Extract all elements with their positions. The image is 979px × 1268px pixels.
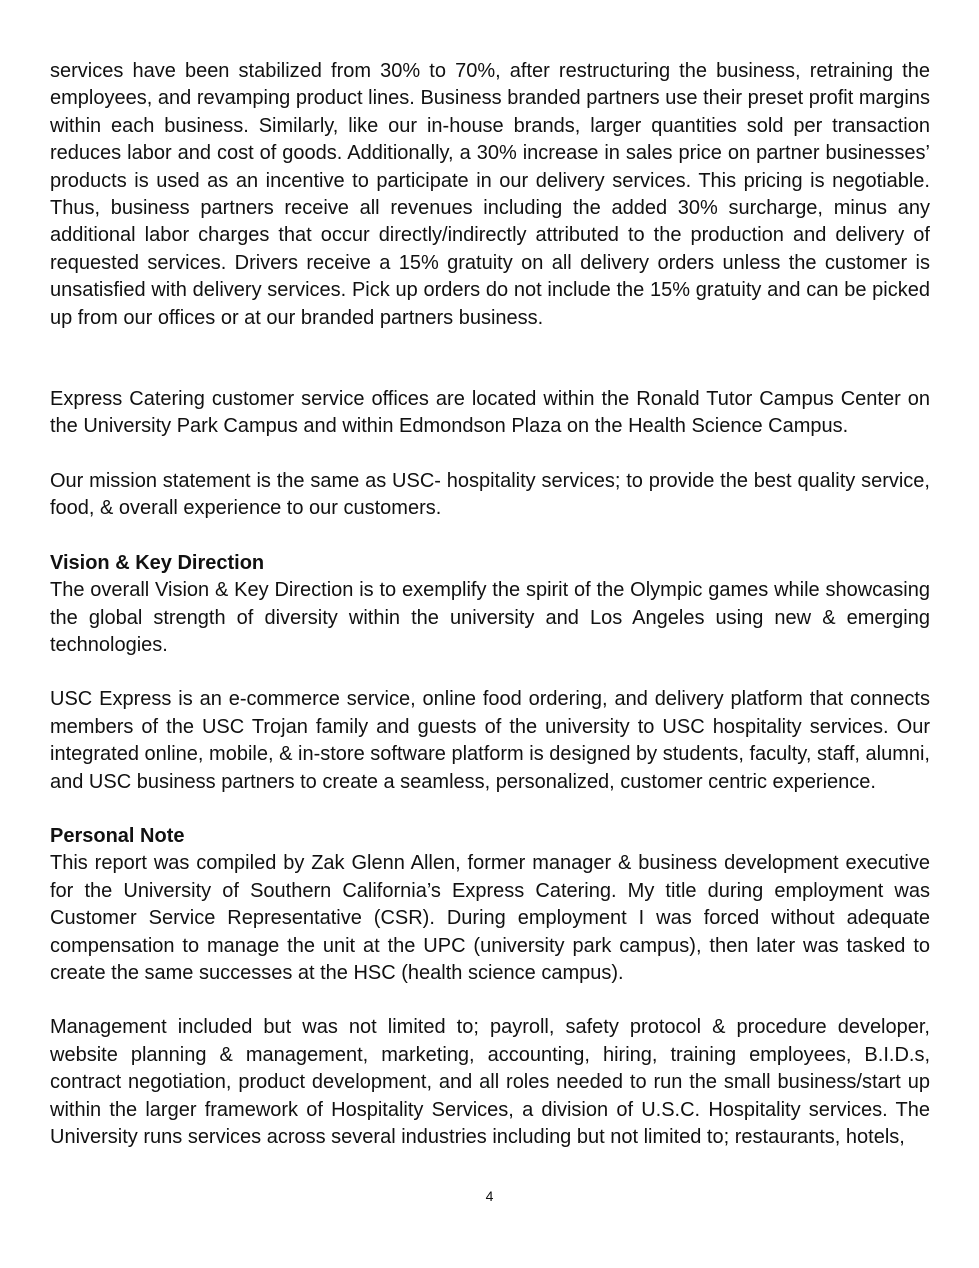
spacer (50, 332, 930, 386)
page-number: 4 (485, 1188, 494, 1204)
heading-personal-note: Personal Note (50, 824, 185, 847)
spacer (50, 796, 930, 823)
paragraph-pricing: services have been stabilized from 30% to 70%, after restructuring the business, retraining the employees, and revamping product lines. Business branded partners use their preset profit margins within each business. Similarly, like our in-house brands, larger quantities sold per transaction reduces labor and cost of goods. Additionally, a 30% increase in sales price on partner businesses’ products is used as an incentive to participate in our delivery services. This pricing is negotiable. Thus, business partners receive all revenues including the added 30% surcharge, minus any additional labor charges that occur directly/indirectly attributed to the production and delivery of requested services. Drivers receive a 15% gratuity on all delivery orders unless the customer is unsatisfied with delivery services. Pick up orders do not include the 15% gratuity and can be picked up from our offices or at our branded partners business. (50, 60, 930, 329)
spacer (50, 523, 930, 550)
paragraph-personal-note: This report was compiled by Zak Glenn Allen, former manager & business development executive for the University of Southern California’s Express Catering. My title during employment was Customer Service Representative (CSR). During employment I was forced without adequate compensation to manage the unit at the UPC (university park campus), then later was tasked to create the same successes at the HSC (health science campus). (50, 852, 930, 984)
spacer (50, 659, 930, 686)
paragraph-vision: The overall Vision & Key Direction is to exemplify the spirit of the Olympic games while showcasing the global strength of diversity within the university and Los Angeles using new & emerging technologies. (50, 579, 930, 656)
paragraph-mission: Our mission statement is the same as USC- hospitality services; to provide the best quality service, food, & overall experience to our customers. (50, 469, 930, 520)
paragraph-offices: Express Catering customer service offices are located within the Ronald Tutor Campus Center on the University Park Campus and within Edmondson Plaza on the Health Science Campus. (50, 388, 930, 438)
heading-vision: Vision & Key Direction (50, 551, 265, 574)
document-page (50, 58, 930, 1151)
spacer (50, 441, 930, 468)
spacer (50, 987, 930, 1014)
paragraph-management: Management included but was not limited to; payroll, safety protocol & procedure developer, website planning & management, marketing, accounting, hiring, training employees, B.I.D.s, contract negotiation, product development, and all roles needed to run the small business/start up within the larger framework of Hospitality Services, a division of U.S.C. Hospitality services. The University runs services across several industries including but not limited to; restaurants, hotels, (50, 1016, 930, 1148)
paragraph-usc-express: USC Express is an e-commerce service, online food ordering, and delivery platform that connects members of the USC Trojan family and guests of the university to USC hospitality services. Our integrated online, mobile, & in-store software platform is designed by students, faculty, staff, alumni, and USC business partners to create a seamless, personalized, customer centric experience. (50, 688, 930, 793)
